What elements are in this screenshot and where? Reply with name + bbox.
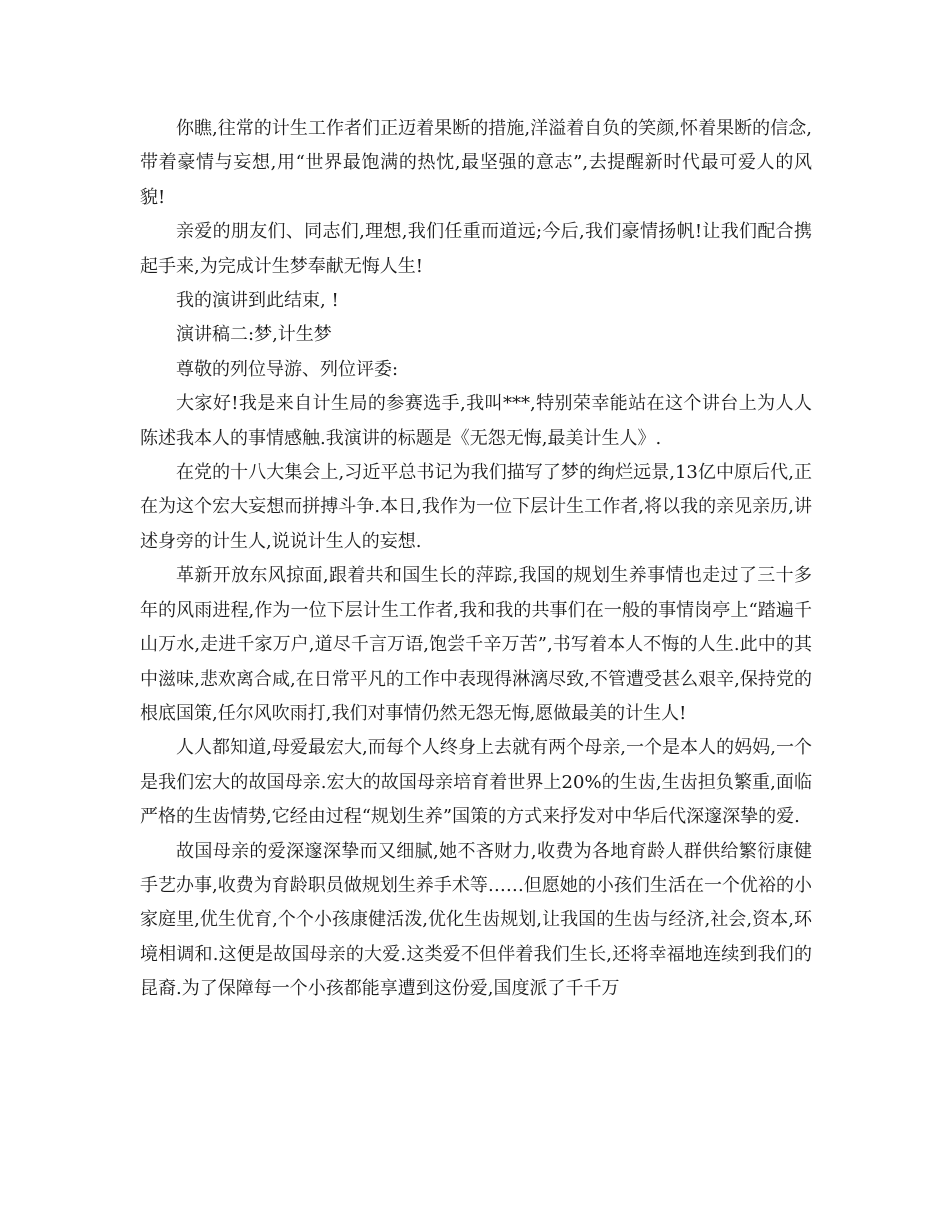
document-page <box>140 112 812 1007</box>
paragraph: 故国母亲的爱深邃深挚而又细腻,她不吝财力,收费为各地育龄人群供给繁衍康健手艺办事,收费为育龄职员做规划生养手术等……但愿她的小孩们生活在一个优裕的小家庭里,优生优育,个个小孩康健活泼,优化生齿规划,让我国的生齿与经济,社会,资本,环境相调和.这便是故国母亲的大爱.这类爱不但伴着我们生长,还将幸福地连续到我们的昆裔.为了保障每一个小孩都能享遭到这份爱,国度派了千千万 <box>140 840 812 1000</box>
paragraph: 亲爱的朋友们、同志们,理想,我们任重而道远;今后,我们豪情扬帆!让我们配合携起手来,为完成计生梦奉献无悔人生! <box>140 221 812 277</box>
paragraph: 我的演讲到此结束, ! <box>176 290 339 312</box>
salutation: 尊敬的列位导游、列位评委: <box>176 358 399 380</box>
paragraph: 革新开放东风掠面,跟着共和国生长的萍踪,我国的规划生养事情也走过了三十多年的风雨进程,作为一位下层计生工作者,我和我的共事们在一般的事情岗亭上“踏遍千山万水,走进千家万户,道尽千言万语,饱尝千辛万苦”,书写着本人不悔的人生.此中的其中滋味,悲欢离合咸,在日常平凡的工作中表现得淋漓尽致,不管遭受甚么艰辛,保持党的根底国策,任尔风吹雨打,我们对事情仍然无怨无悔,愿做最美的计生人! <box>140 565 812 724</box>
paragraph: 在党的十八大集会上,习近平总书记为我们描写了梦的绚烂远景,13亿中原后代,正在为这个宏大妄想而拼搏斗争.本日,我作为一位下层计生工作者,将以我的亲见亲历,讲述身旁的计生人,说说计生人的妄想. <box>140 462 812 552</box>
paragraph: 你瞧,往常的计生工作者们正迈着果断的措施,洋溢着自负的笑颜,怀着果断的信念,带着豪情与妄想,用“世界最饱满的热忱,最坚强的意志”,去提醒新时代最可爱人的风貌! <box>140 118 812 208</box>
section-title: 演讲稿二:梦,计生梦 <box>176 324 332 346</box>
paragraph: 大家好!我是来自计生局的参赛选手,我叫***,特别荣幸能站在这个讲台上为人人陈述我本人的事情感触.我演讲的标题是《无怨无悔,最美计生人》. <box>140 393 812 449</box>
paragraph: 人人都知道,母爱最宏大,而每个人终身上去就有两个母亲,一个是本人的妈妈,一个是我们宏大的故国母亲.宏大的故国母亲培育着世界上20%的生齿,生齿担负繁重,面临严格的生齿情势,它经由过程“规划生养”国策的方式来抒发对中华后代深邃深挚的爱. <box>140 737 812 828</box>
